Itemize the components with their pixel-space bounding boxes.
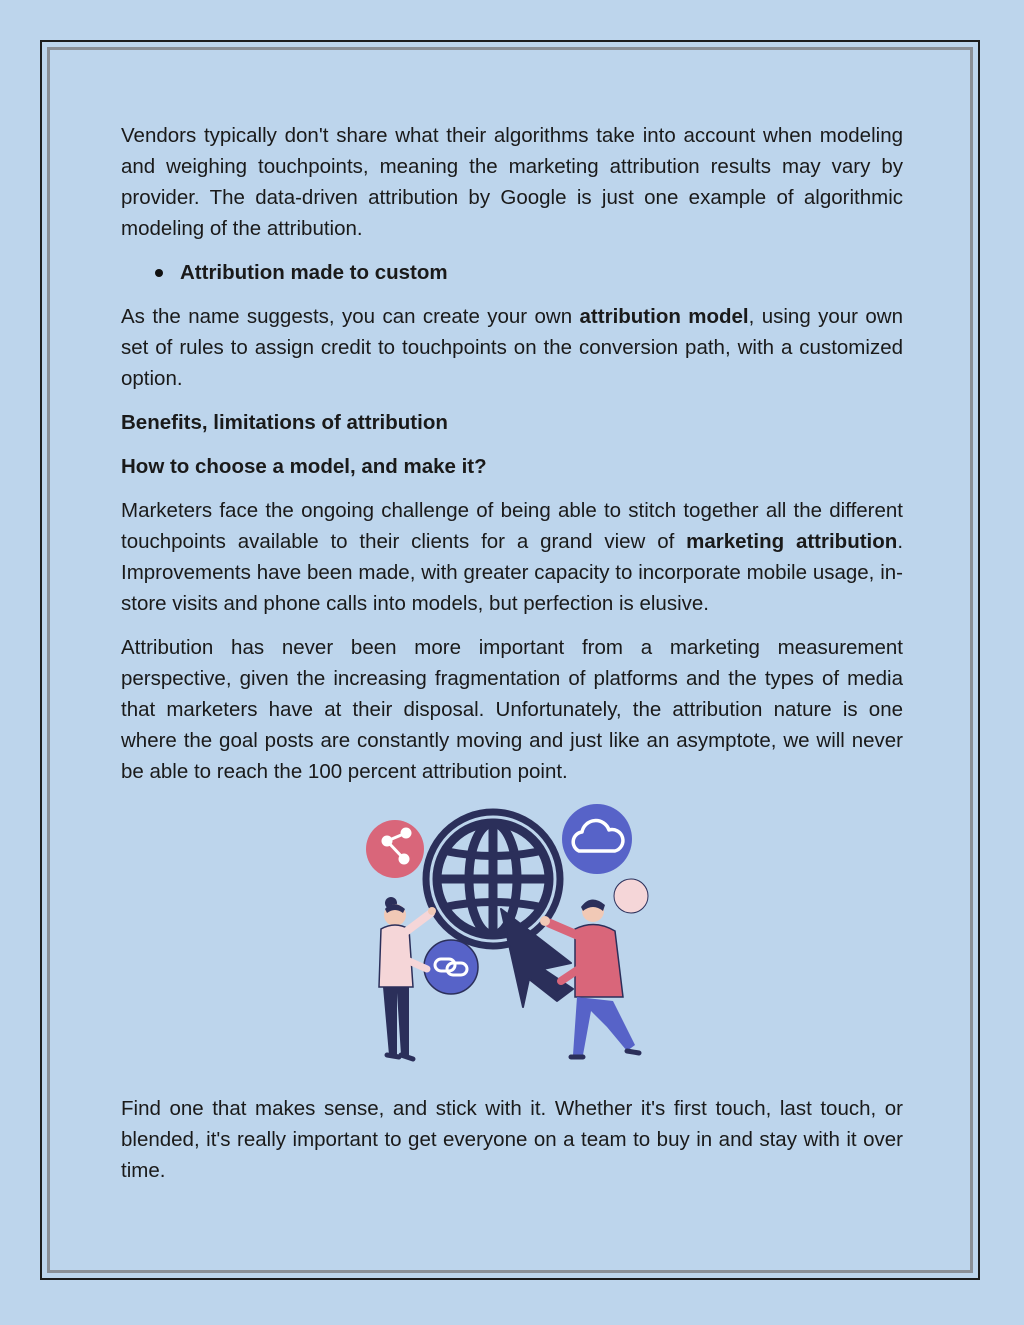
paragraph-marketers [121,495,903,619]
link-icon [424,940,478,994]
paragraph-text: . Improvements have been made, with greater capacity to incorporate mobile usage, in-store visits and phone calls into models, but perfection is elusive. [121,530,904,615]
illustration-svg [361,801,651,1071]
bullet-icon [155,269,163,277]
paragraph-text: As the name suggests, you can create your own [121,305,580,328]
people-globe-illustration [361,801,651,1071]
document-body [121,120,903,1199]
paragraph-text: Marketers face the ongoing challenge of being able to stitch together all the different touchpoints available to their clients for a grand view of [121,499,903,553]
bold-term-marketing-attribution: marketing attribution [686,530,898,553]
bullet-list [121,257,903,288]
bullet-item-label: Attribution made to custom [180,261,448,284]
paragraph-closing: Find one that makes sense, and stick with it. Whether it's first touch, last touch, or blended, it's really important to get everyone on a team to buy in and stay with it over time. [121,1097,903,1182]
paragraph-attribution-importance: Attribution has never been more important from a marketing measurement perspective, given the increasing fragmentation of platforms and the types of media that marketers have at their disposal. Unfortunately, the attribution nature is one where the goal posts are constantly moving and just like an asymptote, we will never be able to reach the 100 percent attribution point. [121,636,903,783]
decorative-dot [614,879,648,913]
paragraph-text: , using your own set of rules to assign credit to touchpoints on the conversion path, with a customized option. [121,305,904,390]
bullet-item-custom-attribution [121,257,903,288]
heading-choose-model: How to choose a model, and make it? [121,455,487,478]
heading-benefits: Benefits, limitations of attribution [121,411,448,434]
paragraph-vendors: Vendors typically don't share what their algorithms take into account when modeling and weighing touchpoints, meaning the marketing attribution results may vary by provider. The data-driven attribution by Google is just one example of algorithmic modeling of the attribution. [121,124,903,240]
bold-term-attribution-model: attribution model [579,305,749,328]
globe-icon [426,812,560,946]
paragraph-custom-model [121,301,903,394]
share-icon [366,820,424,878]
cloud-icon [562,804,632,874]
